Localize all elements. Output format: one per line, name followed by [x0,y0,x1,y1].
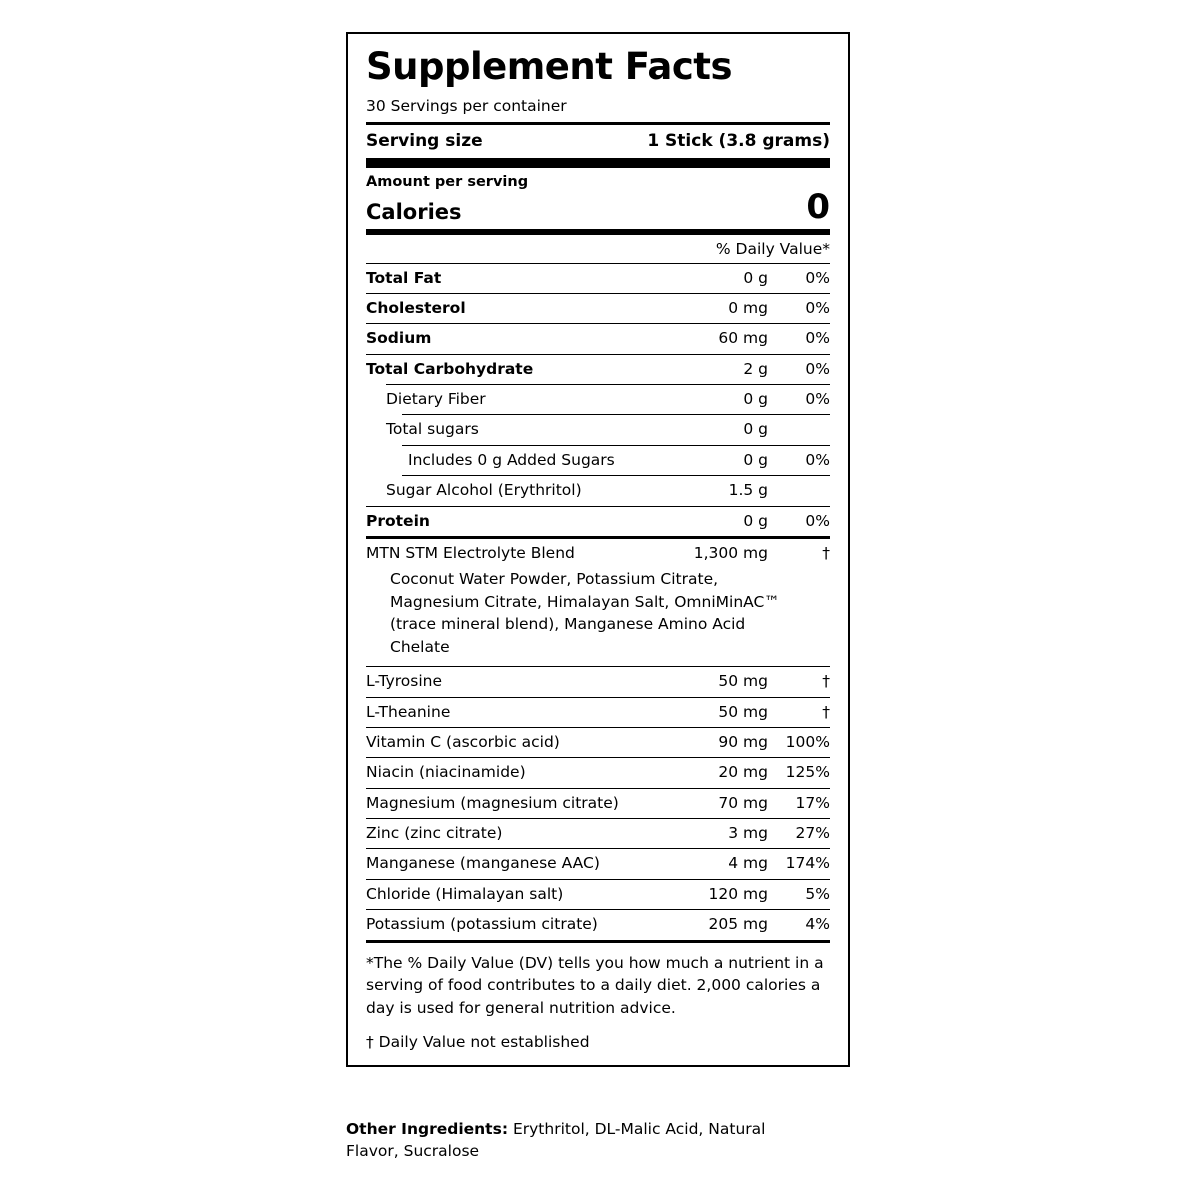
table-row [366,849,830,878]
dagger-footnote: † Daily Value not established [366,1033,590,1052]
table-row [366,446,830,475]
daily-value-header: % Daily Value* [715,239,830,258]
nutrient-amount: 0 g [743,450,768,469]
nutrient-dv: † [822,672,830,691]
serving-size-label: Serving size [366,130,483,151]
nutrient-dv: 0% [805,268,830,287]
calories-row [366,186,830,229]
nutrient-amount: 4 mg [728,854,768,873]
nutrient-amount: 0 g [743,420,768,439]
table-row [366,758,830,787]
nutrient-name: Zinc (zinc citrate) [366,824,503,843]
other-ingredients [346,1118,816,1163]
table-row [366,698,830,727]
nutrient-amount: 50 mg [718,702,768,721]
nutrient-name: Total Fat [366,268,442,287]
nutrient-dv: 0% [805,450,830,469]
table-row [366,910,830,939]
table-row [366,324,830,353]
other-ingredients-label: Other Ingredients: [346,1120,509,1138]
nutrient-name: Sugar Alcohol (Erythritol) [386,481,582,500]
other-ingredients-value: Erythritol, DL-Malic Acid, Natural Flavor, Sucralose [346,1120,766,1161]
nutrient-amount: 20 mg [718,763,768,782]
nutrient-amount: 120 mg [708,884,768,903]
nutrient-name: Total sugars [386,420,479,439]
nutrient-dv: 125% [785,763,830,782]
nutrient-amount: 1,300 mg [693,543,768,562]
table-row [366,507,830,536]
nutrient-dv: 0% [805,511,830,530]
supplement-facts-panel [346,32,850,1067]
serving-size-row [366,125,830,158]
nutrient-name: Vitamin C (ascorbic acid) [366,732,560,751]
daily-value-footnote: *The % Daily Value (DV) tells you how much a nutrient in a serving of food contributes to a daily diet. 2,000 calories a day is used for general nutrition advice. [366,953,824,1018]
nutrient-amount: 70 mg [718,793,768,812]
nutrient-amount: 0 g [743,511,768,530]
nutrient-name: Total Carbohydrate [366,359,534,378]
nutrient-dv: 27% [795,824,830,843]
nutrient-amount: 3 mg [728,824,768,843]
nutrient-dv: 4% [805,915,830,934]
nutrient-name: Chloride (Himalayan salt) [366,884,564,903]
table-row [366,728,830,757]
table-row [366,385,830,414]
table-row [366,294,830,323]
table-row [366,789,830,818]
table-row [366,539,830,568]
table-row [366,880,830,909]
nutrient-name: MTN STM Electrolyte Blend [366,543,575,562]
nutrient-dv: 0% [805,359,830,378]
nutrient-name: Protein [366,511,430,530]
nutrient-dv: 0% [805,390,830,409]
nutrient-name: Manganese (manganese AAC) [366,854,600,873]
page-title: Supplement Facts [366,45,733,88]
nutrient-amount: 50 mg [718,672,768,691]
nutrient-dv: 17% [795,793,830,812]
nutrient-amount: 1.5 g [728,481,768,500]
serving-size-value: 1 Stick (3.8 grams) [647,130,830,151]
blend-ingredients: Coconut Water Powder, Potassium Citrate, Magnesium Citrate, Himalayan Salt, OmniMinAC™ (trace mineral blend), Manganese Amino Acid Chelate [390,570,780,656]
nutrient-amount: 0 g [743,268,768,287]
nutrient-amount: 0 g [743,390,768,409]
nutrient-name: L-Theanine [366,702,451,721]
table-row [366,264,830,293]
nutrient-name: Magnesium (magnesium citrate) [366,793,619,812]
nutrient-name: Includes 0 g Added Sugars [408,450,615,469]
table-row [366,415,830,444]
nutrient-dv: † [822,543,830,562]
nutrient-name: Cholesterol [366,298,466,317]
nutrient-amount: 205 mg [708,915,768,934]
nutrient-dv: 100% [785,732,830,751]
nutrient-amount: 0 mg [728,298,768,317]
table-row [366,667,830,696]
table-row [366,819,830,848]
nutrient-dv: 5% [805,884,830,903]
nutrient-amount: 90 mg [718,732,768,751]
nutrient-amount: 60 mg [718,329,768,348]
calories-value: 0 [806,186,830,227]
nutrient-name: L-Tyrosine [366,672,443,691]
nutrient-dv: † [822,702,830,721]
divider [366,158,830,168]
nutrient-name: Sodium [366,329,432,348]
nutrient-name: Dietary Fiber [386,390,486,409]
table-row [366,355,830,384]
nutrient-dv: 0% [805,329,830,348]
table-row [366,476,830,505]
nutrient-name: Niacin (niacinamide) [366,763,526,782]
amount-per-serving-label: Amount per serving [366,173,529,190]
nutrient-amount: 2 g [743,359,768,378]
servings-per-container: 30 Servings per container [366,96,567,115]
nutrient-dv: 174% [785,854,830,873]
calories-label: Calories [366,199,462,224]
nutrient-dv: 0% [805,298,830,317]
nutrient-name: Potassium (potassium citrate) [366,915,598,934]
